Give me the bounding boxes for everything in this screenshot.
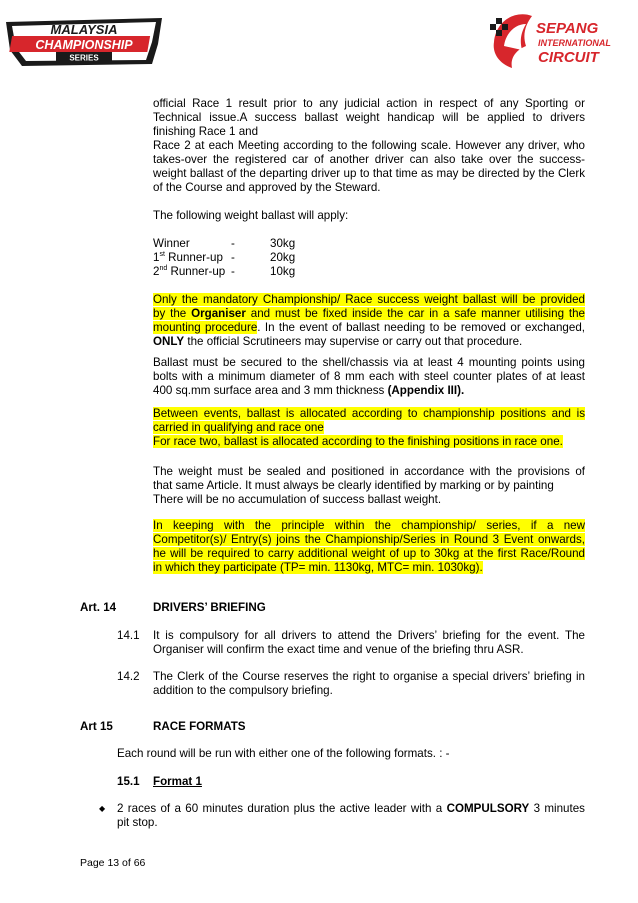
new-entry-line3: he will be required to carry additional weight of up to 30kg at the first Race/Round	[153, 547, 585, 560]
scale-value: 30kg	[270, 237, 296, 250]
scale-name: 2nd Runner-up	[153, 265, 226, 278]
new-entry-paragraph	[153, 519, 585, 575]
only-bold: ONLY	[153, 335, 185, 348]
diamond-bullet-icon: ◆	[99, 804, 106, 813]
mandatory-line2c: and must be fixed inside the car in a safe manner utilising the	[245, 307, 586, 320]
between-line2: carried in qualifying and race one	[153, 421, 324, 434]
new-entry-line4: in which they participate (TP= min. 1130kg, MTC= min. 1030kg).	[153, 561, 483, 574]
scale-name: 1st Runner-up	[153, 251, 223, 264]
intro-line: official Race 1 result prior to any judicial action in respect of any Sporting or	[153, 97, 585, 110]
weight-ballast-intro: The following weight ballast will apply:	[153, 209, 349, 222]
scale-row-second-runner-up	[153, 265, 453, 279]
scale-value: 10kg	[270, 265, 296, 278]
article-15-title: RACE FORMATS	[153, 720, 246, 733]
sealed-line1: The weight must be sealed and positioned in accordance with the provisions of	[153, 465, 585, 478]
ballast-secured-paragraph	[153, 356, 585, 398]
mandatory-line3-rest: . In the event of ballast needing to be removed or exchanged,	[257, 321, 585, 334]
new-entry-line1: In keeping with the principle within the championship/ series, if a new	[153, 519, 585, 532]
sealed-weight-paragraph	[153, 465, 585, 507]
clause-14-2-text: The Clerk of the Course reserves the right to organise a special drivers’ briefing in addition to the compulsory briefing.	[153, 670, 585, 697]
intro-line: finishing Race 1 and	[153, 125, 259, 138]
organiser-bold: Organiser	[191, 307, 246, 320]
secured-line1: Ballast must be secured to the shell/chassis via at least 4 mounting points using	[153, 356, 585, 369]
sepang-international-circuit-logo	[486, 6, 628, 78]
sealed-line2: that same Article. It must always be clearly identified by marking or by painting	[153, 479, 554, 492]
scale-dash: -	[231, 237, 235, 250]
compulsory-bold: COMPULSORY	[446, 802, 530, 815]
scale-row-first-runner-up	[153, 251, 453, 265]
logo-left-line1: MALAYSIA	[50, 22, 118, 37]
mandatory-ballast-paragraph	[153, 293, 585, 349]
malaysia-championship-series-logo	[2, 14, 167, 72]
between-line3: For race two, ballast is allocated according to the finishing positions in race one.	[153, 435, 563, 448]
intro-line: Race 2 at each Meeting according to the following scale. However any driver, who	[153, 139, 585, 152]
logo-left-line2: CHAMPIONSHIP	[35, 38, 133, 52]
scale-row-winner	[153, 237, 453, 251]
secured-line2: bolts with a minimum diameter of 8 mm each with steel counter plates of at least	[153, 370, 585, 383]
sealed-line3: There will be no accumulation of success ballast weight.	[153, 493, 442, 506]
new-entry-line2: Competitor(s)/ Entry(s) joins the Championship/Series in Round 3 Event onwards,	[153, 533, 585, 546]
scale-dash: -	[231, 251, 235, 264]
logo-right-line2: INTERNATIONAL	[538, 38, 611, 48]
race-formats-intro: Each round will be run with either one of the following formats. : -	[117, 747, 450, 760]
clause-15-1-number: 15.1	[117, 775, 140, 788]
intro-line: weight ballast of the departing driver up to that time as may be directed by the Clerk	[153, 167, 585, 180]
article-15-number: Art 15	[80, 720, 113, 733]
between-events-paragraph	[153, 407, 585, 449]
mandatory-line1: Only the mandatory Championship/ Race success weight ballast will be provided	[153, 293, 585, 306]
mandatory-line4-rest: the official Scrutineers may supervise or carry out that procedure.	[184, 335, 523, 348]
mounting-procedure-highlight: mounting procedure	[153, 321, 258, 334]
intro-line: takes-over the registered car of another driver can also take over the success-	[153, 153, 585, 166]
clause-14-1-number: 14.1	[117, 629, 140, 642]
clause-14-2-number: 14.2	[117, 670, 140, 683]
mandatory-line2a: by the	[153, 307, 192, 320]
secured-line3a: 400 sq.mm surface area and 3 mm thickness	[153, 384, 388, 397]
clause-14-1-text: It is compulsory for all drivers to attend the Drivers’ briefing for the event. The Organiser will confirm the exact time and venue of the briefing thru ASR.	[153, 629, 585, 656]
article-14-title: DRIVERS’ BRIEFING	[153, 601, 266, 614]
appendix-reference: (Appendix III).	[387, 384, 465, 397]
page-number: Page 13 of 66	[80, 857, 146, 869]
format-1-heading: Format 1	[153, 775, 202, 788]
intro-paragraph	[153, 97, 585, 195]
logo-left-line3: SERIES	[69, 53, 99, 63]
between-line1: Between events, ballast is allocated according to championship positions and is	[153, 407, 585, 420]
intro-line: of the Course and approved by the Steward.	[153, 181, 381, 194]
logo-right-line3: CIRCUIT	[538, 49, 599, 66]
format-1-bullet-text: 2 races of a 60 minutes duration plus the active leader with a COMPULSORY 3 minutes pit stop.	[117, 802, 585, 829]
intro-line: Technical issue.A success ballast weight handicap will be applied to drivers	[153, 111, 585, 124]
scale-dash: -	[231, 265, 235, 278]
logo-right-line1: SEPANG	[536, 20, 599, 37]
scale-name: Winner	[153, 237, 190, 250]
scale-value: 20kg	[270, 251, 296, 264]
article-14-number: Art. 14	[80, 601, 117, 614]
